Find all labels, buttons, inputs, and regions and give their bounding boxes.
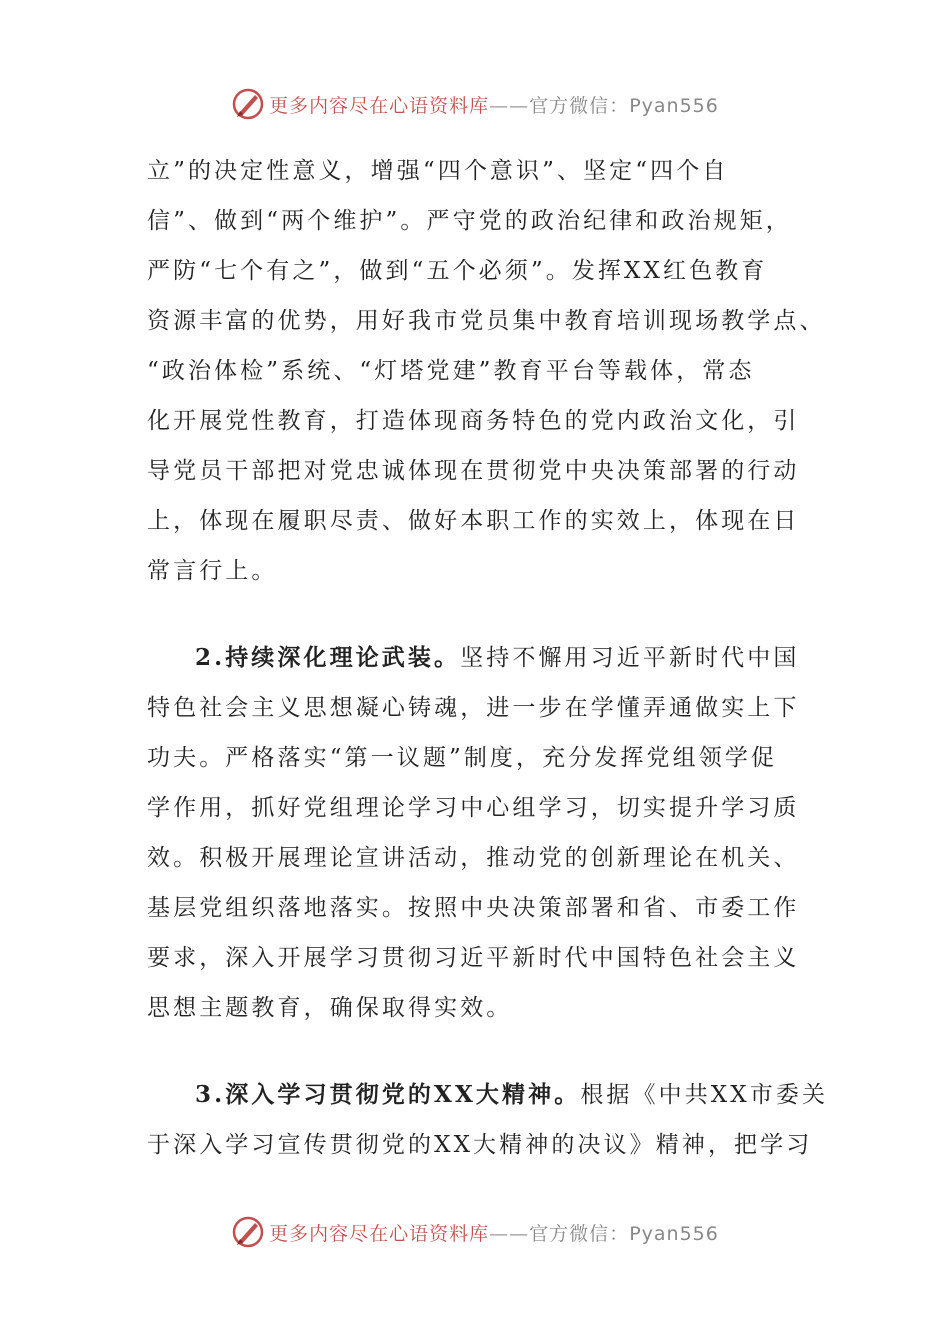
paragraph-line: 基层党组织落地落实。按照中央决策部署和省、市委工作 (147, 895, 800, 921)
header-site: 更多内容尽在心语资料库 (269, 94, 490, 117)
paragraph-line: 特色社会主义思想凝心铸魂，进一步在学懂弄通做实上下 (147, 695, 800, 721)
paragraph-text: 根据《中共XX市委关 (580, 1082, 829, 1108)
paragraph-first-line (147, 1072, 829, 1122)
paragraph-line: “政治体检”系统、“灯塔党建”教育平台等载体，常态 (147, 358, 755, 384)
paragraph-line: 思想主题教育，确保取得实效。 (147, 995, 513, 1021)
paragraph-line: 立”的决定性意义，增强“四个意识”、坚定“四个自 (147, 158, 729, 184)
pen-logo-icon (231, 87, 265, 121)
paragraph-1 (147, 148, 826, 598)
paragraph-line: 信”、做到“两个维护”。严守党的政治纪律和政治规矩， (147, 208, 792, 234)
section-heading: 3.深入学习贯彻党的XX大精神。 (195, 1081, 581, 1108)
paragraph-2 (147, 635, 807, 1035)
paragraph-line: 资源丰富的优势，用好我市党员集中教育培训现场教学点、 (147, 308, 826, 334)
paragraph-line: 导党员干部把对党忠诚体现在贯彻党中央决策部署的行动 (147, 458, 800, 484)
document-body (147, 148, 829, 1172)
pen-logo-icon (231, 1215, 265, 1249)
paragraph-line: 化开展党性教育，打造体现商务特色的党内政治文化，引 (147, 408, 800, 434)
paragraph-line: 上，体现在履职尽责、做好本职工作的实效上，体现在日 (147, 508, 800, 534)
header-banner (0, 84, 950, 124)
footer-banner (0, 1212, 950, 1252)
header-text (269, 91, 719, 118)
paragraph-line: 严防“七个有之”，做到“五个必须”。发挥XX红色教育 (147, 258, 768, 284)
footer-site: 更多内容尽在心语资料库 (269, 1222, 490, 1245)
paragraph-3 (147, 1072, 829, 1172)
paragraph-text: 坚持不懈用习近平新时代中国 (460, 645, 800, 671)
paragraph-line: 功夫。严格落实“第一议题”制度，充分发挥党组领学促 (147, 745, 778, 771)
footer-separator: —— (489, 1222, 530, 1245)
paragraph-line: 常言行上。 (147, 558, 278, 584)
paragraph-line: 要求，深入开展学习贯彻习近平新时代中国特色社会主义 (147, 945, 800, 971)
paragraph-line: 于深入学习宣传贯彻党的XX大精神的决议》精神，把学习 (147, 1132, 813, 1158)
footer-text (269, 1219, 719, 1246)
footer-wechat-id: Pyan556 (629, 1222, 719, 1245)
section-heading: 2.持续深化理论武装。 (195, 644, 461, 671)
footer-wechat-label: 官方微信： (529, 1222, 630, 1245)
paragraph-line: 效。积极开展理论宣讲活动，推动党的创新理论在机关、 (147, 845, 800, 871)
header-separator: —— (489, 94, 530, 117)
header-wechat-label: 官方微信： (529, 94, 630, 117)
header-wechat-id: Pyan556 (629, 94, 719, 117)
paragraph-line: 学作用，抓好党组理论学习中心组学习，切实提升学习质 (147, 795, 800, 821)
paragraph-first-line (147, 635, 807, 685)
